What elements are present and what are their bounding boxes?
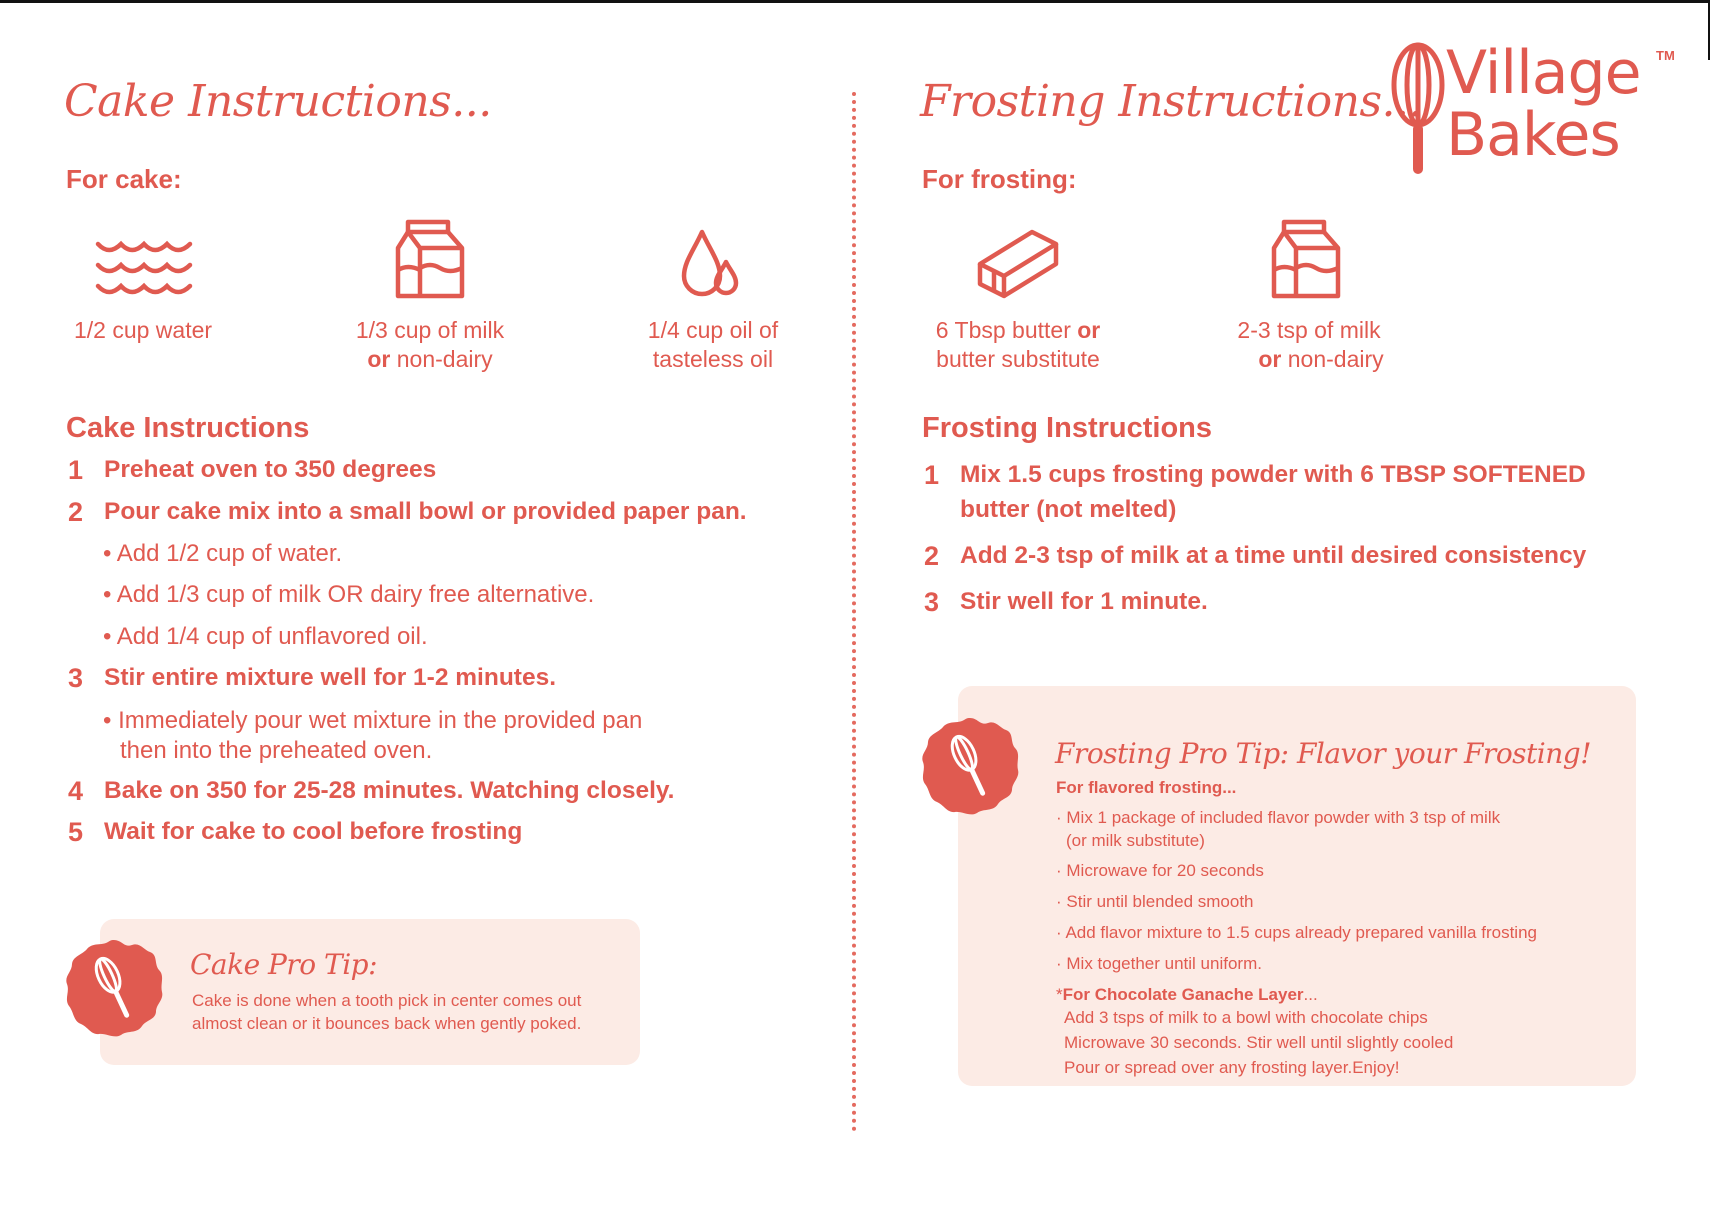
ingredient-oil-line1: 1/4 cup oil of xyxy=(647,317,779,343)
frosting-tip-item-3: · Stir until blended smooth xyxy=(1056,892,1254,911)
ingredient-butter-amount: 6 Tbsp butter xyxy=(935,317,1078,343)
column-divider xyxy=(852,92,856,1132)
step-text: Pour cake mix into a small bowl or provided paper pan. xyxy=(104,498,747,525)
whisk-badge-icon xyxy=(920,716,1020,816)
ganache-title xyxy=(1056,983,1318,1006)
step-text: Wait for cake to cool before frosting xyxy=(104,818,523,845)
step-number: 4 xyxy=(68,776,84,806)
trademark: TM xyxy=(1656,48,1675,63)
step-number: 3 xyxy=(68,663,84,693)
step-text: Preheat oven to 350 degrees xyxy=(104,456,437,483)
frosting-tip-item-4: · Add flavor mixture to 1.5 cups already prepared vanilla frosting xyxy=(1056,923,1537,942)
step-number: 5 xyxy=(68,817,84,847)
frosting-tip-item-1: · Mix 1 package of included flavor powder with 3 tsp of milk xyxy=(1056,808,1501,827)
water-icon xyxy=(94,236,194,300)
frosting-instructions-title: Frosting Instructions xyxy=(922,412,1212,444)
ingredient-milk-or: or xyxy=(367,346,391,372)
cake-bullet-water: • Add 1/2 cup of water. xyxy=(103,540,343,567)
ingredient-butter-line1 xyxy=(893,316,1143,345)
frosting-tip-subtitle: For flavored frosting... xyxy=(1056,778,1237,797)
ingredient-frosting-milk-nondairy: non-dairy xyxy=(1281,346,1384,372)
cake-bullet-pour-1: • Immediately pour wet mixture in the provided pan xyxy=(103,707,643,734)
ingredient-milk xyxy=(305,316,555,374)
brand-name-line2: Bakes xyxy=(1446,100,1620,170)
top-border xyxy=(0,0,1710,3)
milk-carton-icon xyxy=(394,218,466,300)
cake-bullet-milk: • Add 1/3 cup of milk OR dairy free alternative. xyxy=(103,581,595,608)
butter-stick-icon xyxy=(976,228,1060,300)
milk-carton-icon xyxy=(1270,218,1342,300)
ganache-line-3: Pour or spread over any frosting layer.Enjoy! xyxy=(1064,1058,1400,1077)
frosting-subheading: For frosting: xyxy=(922,164,1077,194)
step-number: 1 xyxy=(68,455,84,485)
step-number: 2 xyxy=(924,541,940,571)
ingredient-water-text: 1/2 cup water xyxy=(73,317,213,343)
ganache-ellipsis: ... xyxy=(1303,985,1318,1004)
ganache-title-text: For Chocolate Ganache Layer xyxy=(1062,985,1304,1004)
step-text: Mix 1.5 cups frosting powder with 6 TBSP SOFTENED xyxy=(960,461,1586,488)
ganache-asterisk: * xyxy=(1056,985,1063,1004)
ingredient-milk-nondairy: non-dairy xyxy=(390,346,493,372)
ganache-line-1: Add 3 tsps of milk to a bowl with chocolate chips xyxy=(1064,1008,1428,1027)
ingredient-water xyxy=(18,316,268,345)
frosting-step-1-cont: butter (not melted) xyxy=(960,496,1177,523)
ingredient-frosting-milk-or: or xyxy=(1258,346,1282,372)
step-text: Bake on 350 for 25-28 minutes. Watching closely. xyxy=(104,777,675,804)
ingredient-butter-or: or xyxy=(1077,317,1101,343)
ingredient-milk-line2 xyxy=(305,345,555,374)
frosting-tip-title: Frosting Pro Tip: Flavor your Frosting! xyxy=(1055,737,1591,770)
frosting-tip-item-2: · Microwave for 20 seconds xyxy=(1056,861,1264,880)
ingredient-oil-line2: tasteless oil xyxy=(652,346,774,372)
ingredient-butter xyxy=(893,316,1143,374)
ganache-line-2: Microwave 30 seconds. Stir well until slightly cooled xyxy=(1064,1033,1454,1052)
cake-subheading: For cake: xyxy=(66,164,182,194)
step-number: 1 xyxy=(924,460,940,490)
cake-bullet-oil: • Add 1/4 cup of unflavored oil. xyxy=(103,623,428,650)
step-text: Add 2-3 tsp of milk at a time until desired consistency xyxy=(960,542,1587,569)
cake-bullet-pour-2: then into the preheated oven. xyxy=(120,737,433,764)
ingredient-frosting-milk-line2 xyxy=(1184,345,1434,374)
ingredient-oil xyxy=(588,316,838,374)
oil-drops-icon xyxy=(680,228,744,300)
cake-tip-line1: Cake is done when a tooth pick in center comes out xyxy=(192,991,582,1010)
brand-logo xyxy=(1388,40,1678,180)
frosting-tip-item-1b: (or milk substitute) xyxy=(1066,831,1205,850)
step-text: Stir well for 1 minute. xyxy=(960,588,1208,615)
whisk-badge-icon xyxy=(64,938,164,1038)
cake-instructions-title: Cake Instructions xyxy=(66,412,310,444)
frosting-tip-item-5: · Mix together until uniform. xyxy=(1056,954,1262,973)
cake-heading: Cake Instructions... xyxy=(64,76,492,127)
ingredient-frosting-milk-line1: 2-3 tsp of milk xyxy=(1237,317,1381,343)
ingredient-frosting-milk xyxy=(1184,316,1434,374)
cake-tip-title: Cake Pro Tip: xyxy=(190,948,378,981)
cake-tip-line2: almost clean or it bounces back when gently poked. xyxy=(192,1014,582,1033)
brand-name-line1: Village xyxy=(1446,38,1641,108)
ingredient-milk-line1: 1/3 cup of milk xyxy=(355,317,505,343)
frosting-heading: Frosting Instructions... xyxy=(920,76,1422,127)
step-number: 3 xyxy=(924,587,940,617)
ingredient-butter-line2: butter substitute xyxy=(936,346,1100,372)
step-number: 2 xyxy=(68,497,84,527)
step-text: Stir entire mixture well for 1-2 minutes. xyxy=(104,664,557,691)
